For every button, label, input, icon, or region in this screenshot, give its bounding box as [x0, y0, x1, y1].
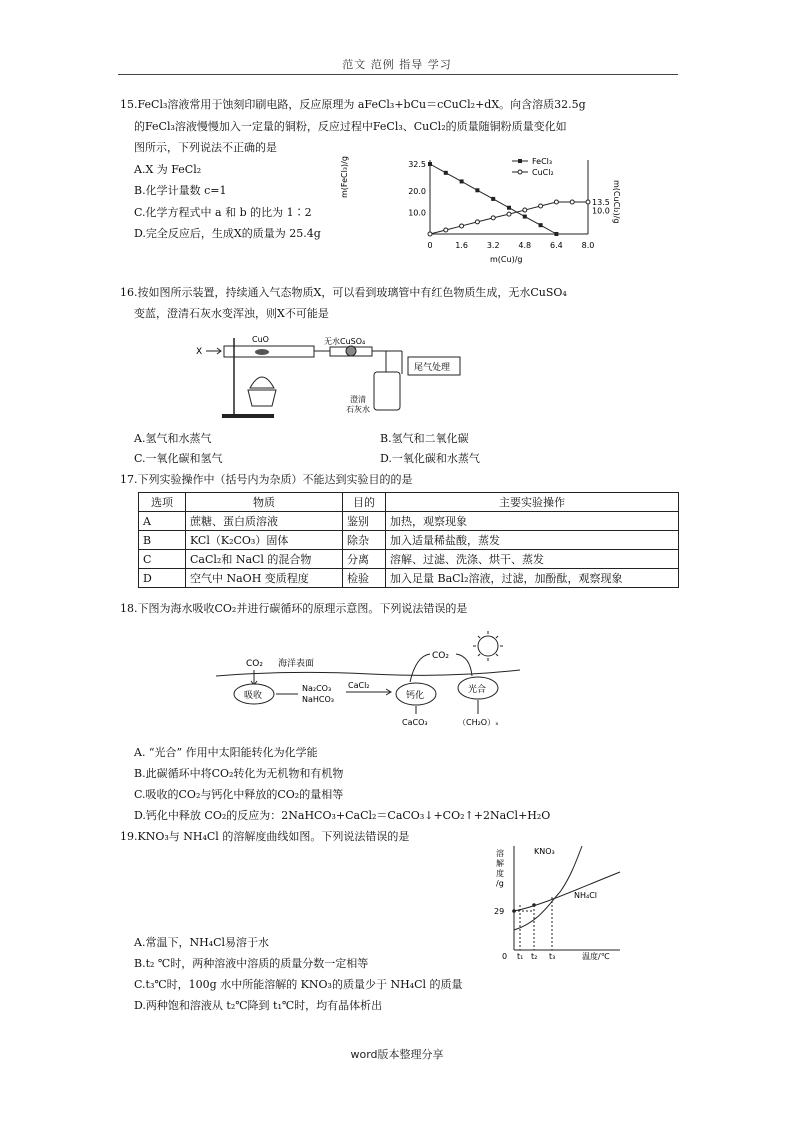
q18-option-d: D.钙化中释放 CO₂的反应为：2NaHCO₃+CaCl₂＝CaCO₃↓+CO₂↑+2NaCl+H₂O: [134, 809, 551, 822]
cell: 鉴别: [343, 512, 386, 531]
cell: 蔗糖、蛋白质溶液: [186, 512, 343, 531]
label-lime-2: 石灰水: [346, 405, 370, 414]
stand-base: [222, 414, 274, 418]
q15-chart-y2label: m(CuCl₂)/g: [612, 180, 621, 224]
page-header: 范文 范例 指导 学习: [342, 58, 452, 71]
q18-option-a: A. “光合” 作用中太阳能转化为化学能: [134, 746, 318, 759]
label-co2-left: CO₂: [246, 659, 263, 669]
q16-option-b: B.氢气和二氧化碳: [380, 432, 469, 445]
q18-stem: 18.下图为海水吸收CO₂并进行碳循环的原理示意图。下列说法错误的是: [120, 602, 468, 615]
q16-option-a: A.氢气和水蒸气: [134, 432, 212, 445]
q19-option-a: A.常温下，NH₄Cl易溶于水: [134, 936, 270, 949]
label-calcify: 钙化: [406, 691, 425, 701]
fecl3-point: [507, 206, 511, 210]
table-row: [139, 531, 679, 550]
cell: 溶解、过滤、洗涤、烘干、蒸发: [386, 550, 679, 569]
cucl2-point: [539, 204, 543, 208]
q16-stem-2: 变蓝，澄清石灰水变浑浊，则X不可能是: [134, 307, 329, 320]
q19-option-c: C.t₃℃时，100g 水中所能溶解的 KNO₃的质量少于 NH₄Cl 的质量: [134, 978, 463, 991]
th-substance: 物质: [186, 493, 343, 512]
q19-ylabel-4: /g: [496, 879, 504, 888]
cucl2-point: [586, 200, 590, 204]
cucl2-point: [460, 224, 464, 228]
y-tick-label: 32.5: [408, 160, 426, 169]
cucl2-point: [570, 200, 574, 204]
label-absorb: 吸收: [244, 691, 263, 701]
cell: D: [139, 569, 186, 588]
q15-stem-2: 的FeCl₃溶液慢慢加入一定量的铜粉，反应过程中FeCl₃、CuCl₂的质量随铜粉质量变化如: [134, 120, 567, 133]
legend-cucl2: CuCl₂: [532, 168, 554, 177]
q19-option-d: D.两种饱和溶液从 t₂℃降到 t₁℃时，均有晶体析出: [134, 999, 383, 1012]
y-tick-label: 20.0: [408, 186, 426, 196]
q19-solubility-graph: [490, 842, 628, 962]
label-ch2o: （CH₂O）ₓ: [458, 718, 499, 727]
header-rule: [118, 74, 678, 75]
q18-option-b: B.此碳循环中将CO₂转化为无机物和有机物: [134, 767, 344, 780]
arrow-calcify-co2: [410, 654, 430, 682]
label-surface: 海洋表面: [278, 659, 315, 669]
arrow-co2-photo: [456, 654, 472, 676]
label-tail: 尾气处理: [414, 363, 451, 373]
alcohol-lamp: [248, 390, 276, 406]
nh4cl-curve: [514, 872, 620, 911]
kno3-curve: [514, 846, 582, 930]
th-purpose: 目的: [343, 493, 386, 512]
cell: 加热，观察现象: [386, 512, 679, 531]
label-nh4cl: NH₄Cl: [574, 891, 598, 900]
fecl3-point: [460, 179, 464, 183]
cell: A: [139, 512, 186, 531]
cucl2-point: [475, 220, 479, 224]
cucl2-point: [428, 232, 432, 236]
label-photo: 光合: [468, 685, 487, 695]
q15-option-d: D.完全反应后，生成X的质量为 25.4g: [134, 227, 321, 240]
q19-stem: 19.KNO₃与 NH₄Cl 的溶解度曲线如图。下列说法错误的是: [120, 830, 410, 843]
q19-ylabel-2: 解: [496, 859, 504, 868]
fecl3-point: [428, 162, 432, 166]
q19-t3: t₃: [549, 952, 556, 961]
label-na2co3: Na₂CO₃: [302, 684, 332, 693]
cucl2-point: [491, 216, 495, 220]
x-tick-label: 3.2: [486, 241, 500, 250]
cell: 空气中 NaOH 变质程度: [186, 569, 343, 588]
q19-y29: 29: [494, 907, 505, 916]
q15-chart-ylabel: m(FeCl₃)/g: [340, 156, 349, 198]
x-tick-label: 8.0: [581, 241, 595, 250]
x-tick-label: 4.8: [518, 241, 532, 250]
sun-icon: [473, 631, 503, 661]
q15-chart-legend: [512, 157, 554, 177]
q17-table: [138, 492, 679, 588]
q19-origin: 0: [502, 952, 508, 961]
glass-tube: [224, 346, 314, 357]
q15-stem-3: 图所示，下列说法不正确的是: [134, 141, 277, 154]
cell: 分离: [343, 550, 386, 569]
q16-apparatus: [190, 330, 470, 422]
label-cuo: CuO: [252, 335, 269, 344]
label-caco3: CaCO₃: [402, 718, 428, 727]
y2-tick-label: 13.5: [592, 198, 610, 207]
limewater-bottle: [374, 372, 400, 410]
q16-stem-1: 16.按如图所示装置，持续通入气态物质X，可以看到玻璃管中有红色物质生成，无水CuSO₄: [120, 286, 567, 299]
th-option: 选项: [139, 493, 186, 512]
cell: 检验: [343, 569, 386, 588]
q15-chart-xlabel: m(Cu)/g: [490, 255, 523, 264]
cucl2-point: [444, 228, 448, 232]
label-kno3: KNO₃: [534, 847, 555, 856]
q15-option-a: A.X 为 FeCl₂: [134, 163, 202, 176]
q15-stem-1: 15.FeCl₃溶液常用于蚀刻印刷电路，反应原理为 aFeCl₃+bCu＝cCuCl₂+dX。向含溶质32.5g: [120, 98, 586, 111]
label-x: X: [196, 347, 203, 357]
x-tick-label: 0: [427, 241, 433, 250]
table-row: [139, 569, 679, 588]
page-footer: word版本整理分享: [350, 1048, 444, 1061]
q19-t2: t₂: [531, 952, 538, 961]
x-tick-label: 6.4: [550, 241, 563, 250]
table-header-row: [139, 493, 679, 512]
cell: CaCl₂和 NaCl 的混合物: [186, 550, 343, 569]
q18-option-c: C.吸收的CO₂与钙化中释放的CO₂的量相等: [134, 788, 344, 801]
fecl3-point: [444, 171, 448, 175]
label-nahco3: NaHCO₃: [302, 695, 334, 704]
legend-fecl3: FeCl₃: [532, 157, 553, 166]
table-row: [139, 550, 679, 569]
q19-t1: t₁: [517, 952, 524, 961]
fecl3-point: [475, 188, 479, 192]
cell: 加入足量 BaCl₂溶液，过滤，加酚酞，观察现象: [386, 569, 679, 588]
q19-ylabel-1: 溶: [496, 849, 504, 858]
alcohol-lamp-flame: [250, 377, 274, 388]
q17-stem: 17.下列实验操作中（括号内为杂质）不能达到实验目的的是: [120, 473, 413, 486]
cucl2-point: [554, 200, 558, 204]
cell: 加入适量稀盐酸，蒸发: [386, 531, 679, 550]
table-row: [139, 512, 679, 531]
q15-option-b: B.化学计量数 c=1: [134, 184, 227, 197]
label-cacl2: CaCl₂: [348, 681, 370, 690]
cucl2-point: [507, 212, 511, 216]
y-tick-label: 10.0: [408, 208, 426, 218]
q15-chart: [340, 150, 628, 270]
fecl3-point: [554, 232, 558, 236]
q19-ylabel-3: 度: [496, 869, 504, 878]
cuso4-bulb: [346, 346, 356, 356]
ocean-surface-line: [216, 670, 520, 676]
fecl3-point: [523, 215, 527, 219]
q19-xlabel: 温度/℃: [582, 952, 610, 961]
q15-option-c: C.化学方程式中 a 和 b 的比为 1∶2: [134, 206, 312, 219]
q16-option-d: D.一氧化碳和水蒸气: [380, 452, 480, 465]
x-tick-label: 1.6: [455, 241, 468, 250]
q18-carbon-cycle-diagram: [210, 628, 530, 734]
cell: KCl（K₂CO₃）固体: [186, 531, 343, 550]
label-co2-top: CO₂: [432, 651, 449, 661]
cell: C: [139, 550, 186, 569]
y2-tick-label: 10.0: [592, 206, 610, 216]
cell: 除杂: [343, 531, 386, 550]
label-lime-1: 澄清: [350, 395, 366, 404]
cuo-sample: [255, 349, 269, 355]
th-operation: 主要实验操作: [386, 493, 679, 512]
cell: B: [139, 531, 186, 550]
fecl3-point: [491, 197, 495, 201]
fecl3-point: [539, 223, 543, 227]
label-cuso4: 无水CuSO₄: [324, 337, 366, 346]
q16-option-c: C.一氧化碳和氢气: [134, 452, 223, 465]
cucl2-point: [523, 208, 527, 212]
q19-option-b: B.t₂ ℃时，两种溶液中溶质的质量分数一定相等: [134, 957, 369, 970]
